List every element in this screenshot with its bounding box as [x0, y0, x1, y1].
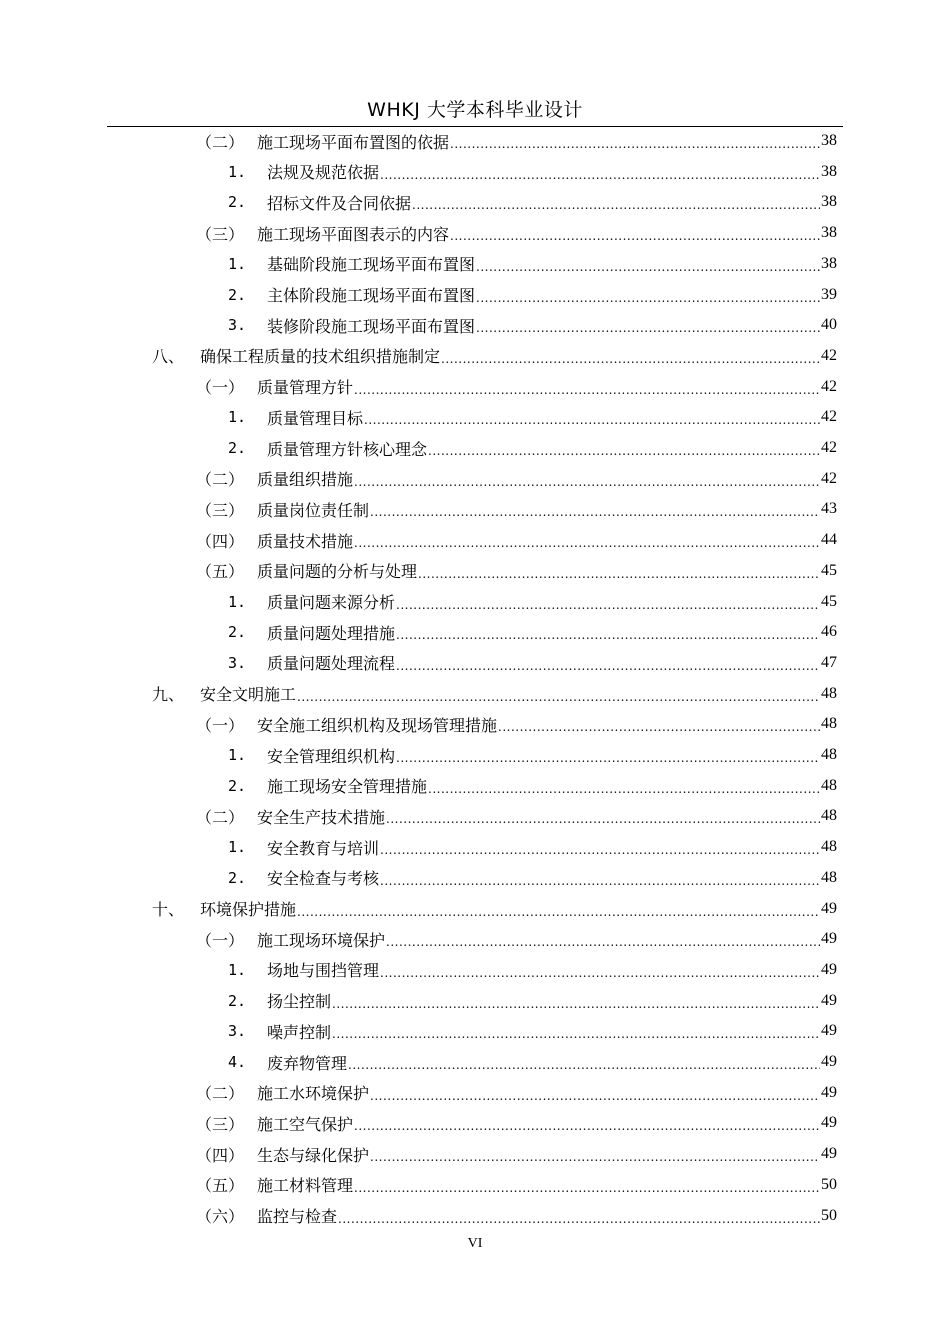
toc-entry-number: 2. — [228, 439, 247, 457]
toc-entry-title: 确保工程质量的技术组织措施制定 — [200, 347, 441, 367]
toc-leader-dots — [354, 1181, 820, 1195]
toc-entry-page: 43 — [821, 500, 837, 518]
toc-entry-page: 45 — [821, 592, 837, 610]
toc-entry-number: （三） — [196, 500, 245, 520]
toc-entry-title: 安全生产技术措施 — [257, 807, 386, 827]
toc-entry-number: （二） — [196, 807, 245, 827]
toc-entry-number: 1. — [228, 254, 247, 273]
toc-entry-page: 47 — [821, 653, 837, 671]
toc-entry-title: 施工现场环境保护 — [257, 930, 386, 950]
page-header — [107, 96, 843, 127]
toc-entry-title: 场地与围挡管理 — [267, 961, 380, 981]
toc-entry[interactable] — [196, 126, 837, 156]
page-number: VI — [467, 1236, 483, 1251]
toc-entry[interactable] — [196, 1201, 837, 1231]
toc-leader-dots — [338, 1212, 820, 1226]
toc-entry[interactable] — [228, 617, 837, 647]
toc-entry[interactable] — [196, 924, 837, 954]
toc-entry-page: 38 — [821, 254, 837, 272]
toc-entry[interactable] — [228, 249, 837, 279]
toc-entry[interactable] — [228, 280, 837, 310]
toc-entry-number: 3. — [228, 1022, 247, 1041]
toc-entry-page: 48 — [821, 715, 837, 733]
toc-entry-number: 八、 — [152, 347, 185, 367]
toc-entry[interactable] — [196, 556, 837, 586]
toc-entry-number: （二） — [196, 1084, 245, 1104]
toc-leader-dots — [428, 782, 820, 796]
toc-leader-dots — [332, 1027, 820, 1041]
toc-entry-title: 安全施工组织机构及现场管理措施 — [257, 715, 498, 735]
toc-entry-number: （二） — [196, 132, 245, 152]
toc-entry-title: 质量管理目标 — [267, 408, 364, 428]
toc-entry[interactable] — [228, 1016, 837, 1046]
toc-entry-title: 安全检查与考核 — [267, 869, 380, 889]
toc-entry-page: 49 — [821, 960, 837, 978]
toc-entry-number: 2. — [228, 285, 247, 304]
toc-entry-page: 50 — [821, 1175, 837, 1193]
toc-entry[interactable] — [228, 648, 837, 678]
toc-leader-dots — [450, 229, 820, 243]
toc-leader-dots — [348, 1058, 820, 1072]
toc-entry-title: 质量问题来源分析 — [267, 593, 396, 612]
toc-entry-number: （一） — [196, 378, 245, 398]
toc-entry-number: 1. — [228, 746, 247, 764]
toc-entry-number: （六） — [196, 1207, 245, 1226]
toc-entry-page: 40 — [821, 316, 837, 334]
toc-entry-title: 施工现场平面布置图的依据 — [257, 132, 450, 152]
toc-entry-number: （三） — [196, 224, 245, 244]
toc-entry-page: 46 — [821, 623, 837, 641]
toc-entry-number: （四） — [196, 531, 245, 551]
toc-entry-title: 生态与绿化保护 — [257, 1145, 370, 1165]
toc-entry-page: 42 — [821, 439, 837, 456]
toc-entry[interactable] — [152, 679, 837, 709]
toc-entry-page: 49 — [821, 1145, 837, 1163]
toc-leader-dots — [450, 137, 820, 151]
toc-leader-dots — [364, 413, 820, 427]
toc-entry-title: 法规及规范依据 — [267, 163, 380, 183]
toc-entry-title: 安全文明施工 — [200, 685, 297, 705]
toc-leader-dots — [386, 935, 820, 949]
toc-entry-page: 38 — [821, 193, 837, 211]
toc-entry-page: 42 — [821, 408, 837, 426]
toc-entry[interactable] — [196, 801, 837, 831]
toc-entry-page: 49 — [821, 1053, 837, 1070]
toc-leader-dots — [476, 321, 820, 335]
toc-leader-dots — [332, 997, 820, 1011]
toc-entry-title: 施工水环境保护 — [257, 1084, 370, 1104]
toc-entry-title: 环境保护措施 — [200, 900, 297, 919]
toc-leader-dots — [396, 659, 820, 673]
toc-leader-dots — [297, 690, 820, 704]
toc-entry-number: （五） — [196, 562, 245, 582]
toc-entry-page: 48 — [821, 746, 837, 763]
toc-entry-page: 48 — [821, 838, 837, 856]
toc-entry[interactable] — [196, 218, 837, 248]
toc-leader-dots — [354, 475, 820, 489]
toc-entry-title: 施工现场平面图表示的内容 — [257, 224, 450, 244]
toc-entry-title: 质量技术措施 — [257, 531, 354, 551]
toc-entry-number: 4. — [228, 1053, 247, 1071]
toc-entry[interactable] — [152, 341, 837, 371]
toc-entry-number: 九、 — [152, 685, 185, 705]
toc-leader-dots — [476, 291, 820, 305]
toc-leader-dots — [380, 168, 820, 182]
toc-entry-page: 49 — [821, 899, 837, 917]
toc-entry-number: 3. — [228, 316, 247, 335]
toc-entry-number: 2. — [228, 991, 247, 1010]
toc-entry-title: 安全教育与培训 — [267, 838, 380, 858]
toc-leader-dots — [354, 1119, 820, 1133]
toc-entry-number: 1. — [228, 960, 247, 979]
toc-leader-dots — [370, 1150, 820, 1164]
toc-entry-page: 48 — [821, 807, 837, 825]
toc-entry-title: 招标文件及合同依据 — [267, 193, 412, 213]
toc-entry[interactable] — [196, 494, 837, 524]
toc-entry-title: 基础阶段施工现场平面布置图 — [267, 255, 476, 275]
toc-entry[interactable] — [196, 1078, 837, 1108]
toc-leader-dots — [476, 260, 820, 274]
toc-entry-page: 48 — [821, 868, 837, 886]
toc-entry[interactable] — [228, 986, 837, 1016]
toc-entry-page: 49 — [821, 1022, 837, 1040]
toc-entry-title: 施工空气保护 — [257, 1114, 354, 1134]
toc-entry-number: （一） — [196, 930, 245, 950]
toc-leader-dots — [386, 812, 820, 826]
toc-entry-page: 42 — [821, 346, 837, 364]
toc-leader-dots — [297, 905, 820, 919]
toc-leader-dots — [380, 966, 820, 980]
toc-entry-number: 1. — [228, 408, 247, 427]
toc-entry-number: （四） — [196, 1145, 245, 1165]
toc-entry[interactable] — [196, 709, 837, 739]
toc-entry-number: 2. — [228, 623, 247, 642]
toc-entry[interactable] — [196, 1139, 837, 1169]
toc-entry-page: 44 — [821, 531, 837, 549]
toc-entry-number: 1. — [228, 838, 247, 857]
toc-entry-number: （二） — [196, 470, 245, 490]
toc-entry-page: 39 — [821, 285, 837, 303]
toc-leader-dots — [370, 1089, 820, 1103]
toc-entry-page: 38 — [821, 162, 837, 180]
toc-entry[interactable] — [196, 525, 837, 555]
toc-entry-title: 安全管理组织机构 — [267, 746, 396, 766]
toc-entry-title: 施工材料管理 — [257, 1176, 354, 1196]
toc-leader-dots — [428, 444, 820, 458]
toc-leader-dots — [441, 352, 820, 366]
toc-leader-dots — [396, 598, 820, 612]
toc-entry-number: 3. — [228, 653, 247, 672]
toc-entry[interactable] — [228, 771, 837, 801]
toc-entry-number: 十、 — [152, 900, 185, 919]
toc-entry[interactable] — [228, 832, 837, 862]
toc-entry-title: 质量问题处理措施 — [267, 623, 396, 643]
toc-entry[interactable] — [152, 894, 837, 924]
toc-entry[interactable] — [228, 863, 837, 893]
toc-leader-dots — [354, 383, 820, 397]
toc-entry-number: 1. — [228, 592, 247, 611]
toc-leader-dots — [396, 751, 820, 765]
toc-entry-page: 49 — [821, 930, 837, 948]
toc-entry[interactable] — [228, 187, 837, 217]
toc-entry-number: 1. — [228, 162, 247, 181]
toc-leader-dots — [498, 720, 820, 734]
toc-entry[interactable] — [196, 372, 837, 402]
toc-entry[interactable] — [228, 1047, 837, 1077]
toc-entry[interactable] — [228, 740, 837, 770]
toc-entry-number: 2. — [228, 193, 247, 212]
toc-entry-title: 质量岗位责任制 — [257, 500, 370, 520]
toc-entry-page: 48 — [821, 684, 837, 702]
toc-entry-title: 监控与检查 — [257, 1207, 338, 1226]
toc-entry-page: 49 — [821, 1083, 837, 1101]
toc-entry[interactable] — [196, 1170, 837, 1200]
toc-entry-title: 质量管理方针 — [257, 378, 354, 398]
toc-entry-number: 2. — [228, 776, 247, 795]
toc-entry-page: 38 — [821, 132, 837, 149]
toc-entry[interactable] — [228, 955, 837, 985]
toc-leader-dots — [412, 198, 820, 212]
toc-entry[interactable] — [196, 1108, 837, 1138]
toc-entry-page: 49 — [821, 991, 837, 1009]
toc-entry-title: 质量问题的分析与处理 — [257, 562, 418, 582]
toc-leader-dots — [380, 843, 820, 857]
toc-entry-number: （三） — [196, 1114, 245, 1134]
toc-entry-page: 48 — [821, 776, 837, 794]
toc-leader-dots — [380, 874, 820, 888]
toc-entry-page: 49 — [821, 1114, 837, 1132]
toc-entry-title: 质量管理方针核心理念 — [267, 439, 428, 459]
toc-entry-page: 50 — [821, 1206, 837, 1224]
toc-entry-title: 装修阶段施工现场平面布置图 — [267, 316, 476, 336]
toc-entry-number: （一） — [196, 715, 245, 735]
toc-entry-page: 45 — [821, 561, 837, 579]
toc-entry-title: 噪声控制 — [267, 1022, 332, 1042]
toc-entry-page: 42 — [821, 377, 837, 395]
toc-entry[interactable] — [228, 433, 837, 463]
toc-entry-title: 施工现场安全管理措施 — [267, 777, 428, 797]
toc-entry-title: 主体阶段施工现场平面布置图 — [267, 286, 476, 305]
toc-entry-number: 2. — [228, 868, 247, 887]
toc-entry[interactable] — [228, 157, 837, 187]
toc-entry-page: 42 — [821, 469, 837, 487]
toc-entry[interactable] — [228, 402, 837, 432]
toc-entry-title: 质量问题处理流程 — [267, 654, 396, 674]
header-title: WHKJ 大学本科毕业设计 — [367, 99, 583, 121]
toc-leader-dots — [396, 628, 820, 642]
toc-entry[interactable] — [228, 310, 837, 340]
toc-entry-number: （五） — [196, 1176, 245, 1196]
toc-leader-dots — [370, 505, 820, 519]
toc-entry-title: 质量组织措施 — [257, 470, 354, 490]
toc-leader-dots — [418, 567, 820, 581]
toc-entry[interactable] — [196, 464, 837, 494]
toc-entry[interactable] — [228, 587, 837, 617]
toc-entry-page: 38 — [821, 224, 837, 242]
toc-leader-dots — [354, 536, 820, 550]
toc-entry-title: 扬尘控制 — [267, 992, 332, 1012]
toc-entry-title: 废弃物管理 — [267, 1053, 348, 1073]
